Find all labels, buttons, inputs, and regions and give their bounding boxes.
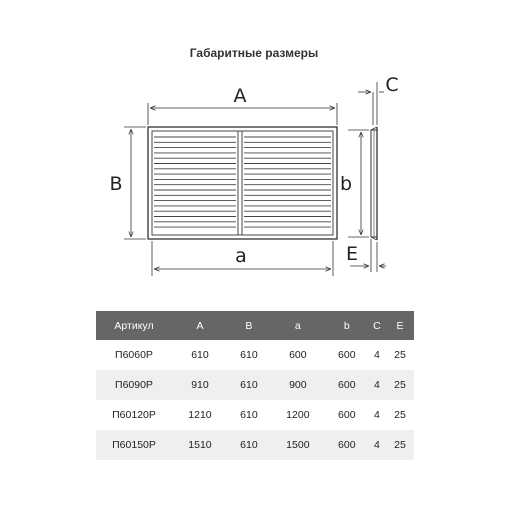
dimension-B: [109, 127, 146, 239]
table-cell: 600: [338, 409, 356, 421]
column-header: E: [386, 311, 414, 340]
table-cell: П60120Р: [112, 409, 156, 421]
table-cell: 25: [386, 370, 414, 400]
dimension-label-b: b: [339, 173, 353, 195]
table-cell: 1510: [172, 430, 228, 460]
dimension-label-B: B: [109, 173, 123, 195]
grille-louvers: [154, 137, 331, 227]
table-row: [96, 400, 414, 430]
table-cell: П60150Р: [96, 430, 172, 460]
table-cell: 610: [228, 370, 270, 400]
table-cell: 610: [228, 430, 270, 460]
table-cell: 1200: [286, 409, 310, 421]
table-cell: 910: [172, 370, 228, 400]
dimension-E: [346, 239, 386, 272]
table-cell: 25: [386, 430, 414, 460]
table-cell: 4: [373, 409, 380, 421]
table-cell: 600: [289, 349, 307, 361]
table-cell: 610: [191, 349, 209, 361]
dimension-label-a: a: [235, 245, 247, 267]
table-cell: 1210: [188, 409, 212, 421]
table-row: [96, 340, 414, 370]
table-cell: 610: [240, 349, 258, 361]
column-header: a: [270, 311, 326, 340]
table-row: [96, 430, 414, 460]
table-cell: 25: [394, 349, 406, 361]
column-header: b: [326, 311, 368, 340]
table-cell: 600: [326, 430, 368, 460]
table-cell: 600: [338, 349, 356, 361]
table-cell: 610: [240, 409, 258, 421]
table-cell: 4: [368, 370, 386, 400]
dimension-label-C: C: [385, 74, 399, 96]
dimension-C: [358, 74, 399, 125]
dimension-label-A: A: [233, 85, 247, 107]
grille-front-view: [148, 127, 337, 239]
diagram-title: Габаритные размеры: [189, 46, 319, 60]
column-header: B: [228, 311, 270, 340]
table-cell: 600: [326, 370, 368, 400]
grille-side-view: [371, 127, 377, 240]
table-cell: П6060Р: [115, 349, 153, 361]
column-header: C: [368, 311, 386, 340]
column-header: A: [172, 311, 228, 340]
dimension-label-E: E: [345, 243, 359, 265]
table-cell: 4: [373, 349, 380, 361]
column-header: Артикул: [96, 311, 172, 340]
dimension-A: [148, 85, 337, 125]
table-cell: 900: [270, 370, 326, 400]
dimension-b: [340, 130, 369, 237]
table-cell: 4: [368, 430, 386, 460]
dimension-a: [152, 241, 333, 276]
table-cell: П6090Р: [96, 370, 172, 400]
grille-inner-frame: [152, 131, 333, 235]
table-row: [96, 370, 414, 400]
table-header-row: [96, 311, 414, 340]
table-cell: 25: [394, 409, 406, 421]
dimensions-table: [96, 311, 414, 460]
table-cell: 1500: [270, 430, 326, 460]
